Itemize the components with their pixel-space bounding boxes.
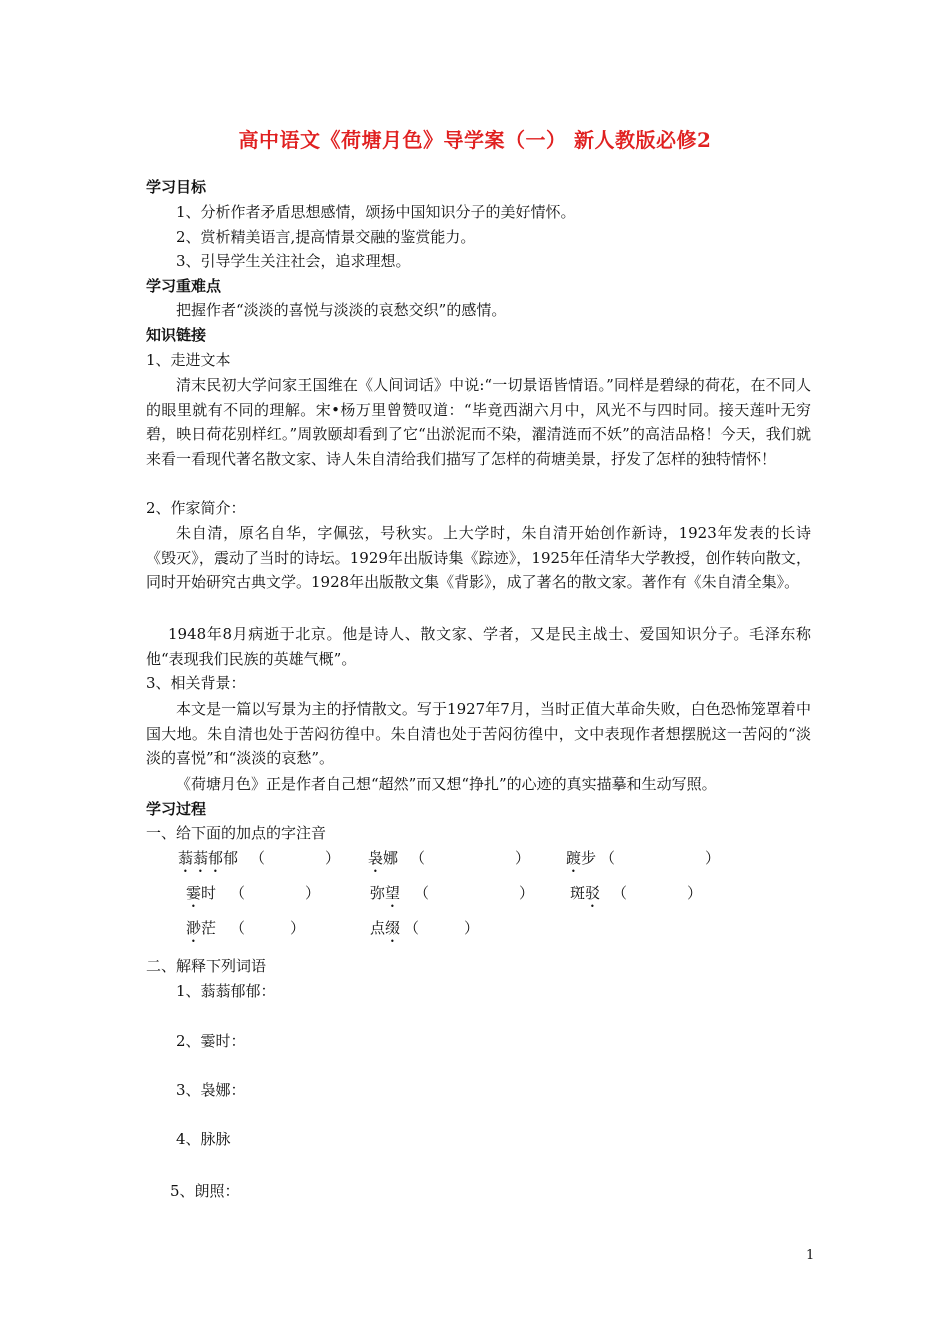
knowledge-heading: 知识链接 <box>146 326 207 344</box>
pinyin-word: 渺茫 <box>186 919 217 937</box>
pinyin-blank[interactable]: （ ） <box>414 884 535 902</box>
objective-item: 3、引导学生关注社会，追求理想。 <box>176 252 411 270</box>
objectives-heading: 学习目标 <box>146 178 207 196</box>
pinyin-blank[interactable]: （ ） <box>404 919 480 937</box>
pinyin-word: 袅娜 <box>368 849 399 867</box>
pinyin-blank[interactable]: （ ） <box>230 919 306 937</box>
term-item: 5、朗照： <box>170 1182 240 1200</box>
pinyin-word: 点缀 <box>370 919 401 937</box>
objective-item: 2、赏析精美语言,提高情景交融的鉴赏能力。 <box>176 228 476 246</box>
term-item: 3、袅娜： <box>176 1081 246 1099</box>
pinyin-word: 斑驳 <box>570 884 601 902</box>
pinyin-word: 踱步 <box>566 849 597 867</box>
process-heading: 学习过程 <box>146 800 207 818</box>
section-title-background: 3、相关背景： <box>146 674 246 692</box>
term-item: 2、霎时： <box>176 1032 246 1050</box>
pinyin-blank[interactable]: （ ） <box>410 849 531 867</box>
author-paragraph-1: 朱自清，原名自华，字佩弦，号秋实。上大学时，朱自清开始创作新诗，1923年发表的长诗《毁灭》，震动了当时的诗坛。1929年出版诗集《踪迹》，1925年任清华大学教授，创作转向散文，同时开始研究古典文学。1928年出版散文集《背影》，成了著名的散文家。著作有《朱自清全集》。 <box>146 524 811 591</box>
background-paragraph-2: 《荷塘月色》正是作者自己想“超然”而又想“挣扎”的心迹的真实描摹和生动写照。 <box>176 775 717 793</box>
section-title-author: 2、作家简介： <box>146 499 246 517</box>
document-title: 高中语文《荷塘月色》导学案（一） 新人教版必修2 <box>238 128 712 152</box>
term-item: 4、脉脉 <box>176 1130 231 1148</box>
objective-item: 1、分析作者矛盾思想感情，颂扬中国知识分子的美好情怀。 <box>176 203 576 221</box>
difficulty-text: 把握作者“淡淡的喜悦与淡淡的哀愁交织”的感情。 <box>176 301 507 319</box>
question-1-title: 一、给下面的加点的字注音 <box>146 824 327 842</box>
background-paragraph-1: 本文是一篇以写景为主的抒情散文。写于1927年7月，当时正值大革命失败，白色恐怖笼罩着中国大地。朱自清也处于苦闷彷徨中。朱自清也处于苦闷彷徨中，文中表现作者想摆脱这一苦闷的“淡淡的喜悦”和“淡淡的哀愁”。 <box>146 700 811 767</box>
pinyin-blank[interactable]: （ ） <box>612 884 703 902</box>
question-2-title: 二、解释下列词语 <box>146 957 267 975</box>
page-number: 1 <box>806 1248 815 1263</box>
difficulty-heading: 学习重难点 <box>146 277 222 295</box>
pinyin-blank[interactable]: （ ） <box>250 849 341 867</box>
pinyin-word: 蓊蓊郁郁 <box>178 849 239 867</box>
pinyin-word: 霎时 <box>186 884 217 902</box>
pinyin-word: 弥望 <box>370 884 401 902</box>
term-item: 1、蓊蓊郁郁： <box>176 982 276 1000</box>
author-paragraph-2: 1948年8月病逝于北京。他是诗人、散文家、学者，又是民主战士、爱国知识分子。毛泽东称他“表现我们民族的英雄气概”。 <box>146 625 811 668</box>
pinyin-blank[interactable]: （ ） <box>230 884 321 902</box>
section-title-text: 1、走进文本 <box>146 351 231 369</box>
section-text-paragraph: 清末民初大学问家王国维在《人间词话》中说:“一切景语皆情语。”同样是碧绿的荷花，在不同人的眼里就有不同的理解。宋•杨万里曾赞叹道：“毕竟西湖六月中，风光不与四时同。接天莲叶无穷碧，映日荷花别样红。”周敦颐却看到了它“出淤泥而不染，濯清涟而不妖”的高洁品格！今天，我们就来看一看现代著名散文家、诗人朱自清给我们描写了怎样的荷塘美景，抒发了怎样的独特情怀！ <box>146 376 811 468</box>
pinyin-blank[interactable]: （ ） <box>600 849 721 867</box>
